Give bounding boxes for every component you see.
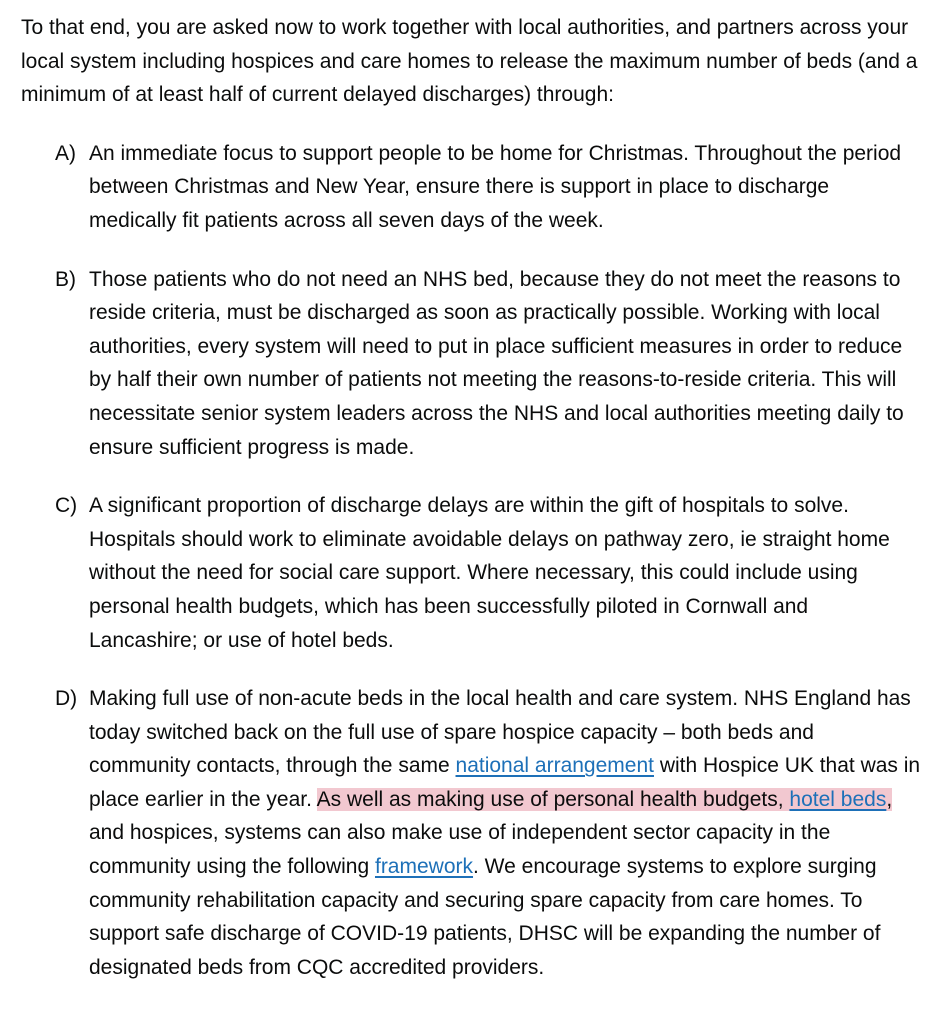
list-marker: A) [55,141,76,165]
discharge-measures-list [21,137,921,985]
list-item-text-part: . We encourage systems to explore surging community rehabilitation capacity and securing spare capacity from care homes. To support safe discharge of COVID-19 patients, DHSC will be expanding the number of designated beds from CQC accredited providers. [89,855,881,979]
intro-paragraph: To that end, you are asked now to work together with local authorities, and partners across your local system including hospices and care homes to release the maximum number of beds (and a minimum of at least half of current delayed discharges) through: [21,16,918,107]
list-item-a [21,137,921,238]
highlighted-text [317,788,893,811]
list-item-text-part: with Hospice UK that was in place earlier in the year. [89,754,921,811]
hotel-beds-link[interactable]: hotel beds [789,787,887,811]
list-marker: B) [55,267,76,291]
list-item-text: Those patients who do not need an NHS bed, because they do not meet the reasons to reside criteria, must be discharged as soon as practically possible. Working with local authorities, every system will need to put in place sufficient measures in order to reduce by half their own number of patients not meeting the reasons-to-reside criteria. This will necessitate senior system leaders across the NHS and local authorities meeting daily to ensure sufficient progress is made. [89,267,904,459]
list-item-b [21,263,921,465]
list-item-c [21,489,921,657]
list-marker: D) [55,687,78,711]
highlighted-text-part: As well as making use of personal health budgets, [316,787,790,811]
list-item-text-part: and hospices, systems can also make use of independent sector capacity in the community using the following [89,821,831,879]
list-item-text: A significant proportion of discharge delays are within the gift of hospitals to solve. Hospitals should work to eliminate avoidable delays on pathway zero, ie straight home without the need for social care support. Where necessary, this could include using personal health budgets, which has been successfully piloted in Cornwall and Lancashire; or use of hotel beds. [89,494,890,652]
list-item-text: An immediate focus to support people to be home for Christmas. Throughout the period between Christmas and New Year, ensure there is support in place to discharge medically fit patients across all seven days of the week. [89,141,902,232]
national-arrangement-link[interactable]: national arrangement [455,754,654,778]
framework-link[interactable]: framework [374,855,474,879]
list-item-d [21,682,921,984]
highlighted-text-part: , [886,787,893,811]
document-body [21,11,921,984]
list-marker: C) [55,494,78,518]
list-item-text-part: Making full use of non-acute beds in the local health and care system. NHS England has today switched back on the full use of spare hospice capacity – both beds and community contacts, through the same [89,687,911,778]
